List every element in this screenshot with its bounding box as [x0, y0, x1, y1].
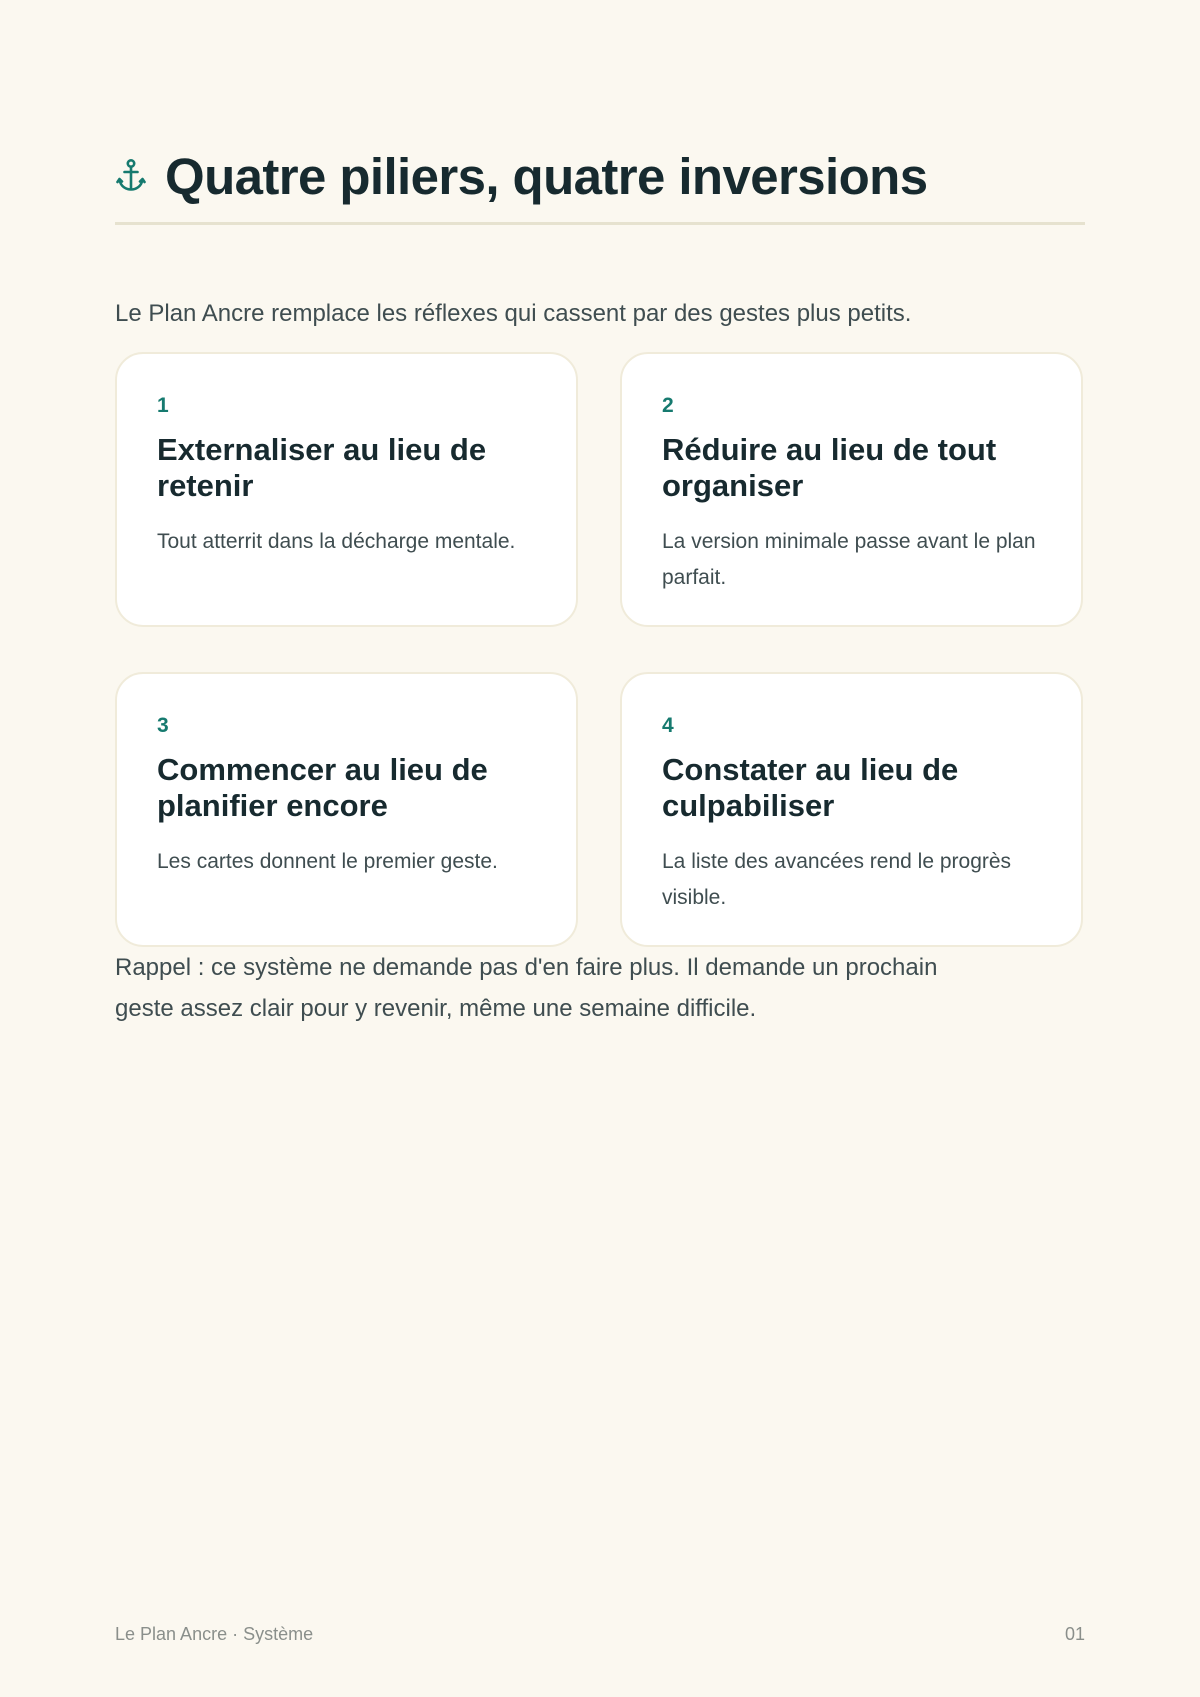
pillar-title: Externaliser au lieu de retenir: [157, 432, 487, 503]
pillar-card: [620, 352, 1083, 627]
pillar-description: Les cartes donnent le premier geste.: [157, 850, 498, 873]
page-number: 01: [1064, 1624, 1085, 1644]
anchor-icon: [115, 156, 147, 196]
pillar-number: 1: [157, 394, 169, 417]
pillar-title: Constater au lieu de culpabiliser: [662, 752, 959, 823]
pillar-number: 2: [662, 394, 674, 417]
pillar-number: 4: [662, 714, 674, 737]
pillar-card: [115, 352, 578, 627]
intro-text: Le Plan Ancre remplace les réflexes qui cassent par des gestes plus petits.: [115, 300, 912, 327]
pillar-card: [115, 672, 578, 947]
pillar-title: Réduire au lieu de tout organiser: [662, 432, 997, 503]
reminder-note: Rappel : ce système ne demande pas d'en faire plus. Il demande un prochain geste assez clair pour y revenir, même une semaine difficile.: [115, 954, 938, 1022]
page-title: Quatre piliers, quatre inversions: [165, 147, 928, 205]
pillar-title: Commencer au lieu de planifier encore: [157, 752, 488, 823]
pillar-description: La version minimale passe avant le plan parfait.: [662, 530, 1036, 589]
page-header: [115, 140, 1085, 212]
pillar-description: La liste des avancées rend le progrès visible.: [662, 850, 1012, 909]
pillars-grid: [115, 352, 1085, 947]
pillar-number: 3: [157, 714, 169, 737]
pillar-card: [620, 672, 1083, 947]
page: [115, 0, 1085, 1697]
title-divider: [115, 222, 1085, 225]
pillar-description: Tout atterrit dans la décharge mentale.: [157, 530, 516, 553]
footer-label: Le Plan Ancre · Système: [115, 1624, 314, 1644]
